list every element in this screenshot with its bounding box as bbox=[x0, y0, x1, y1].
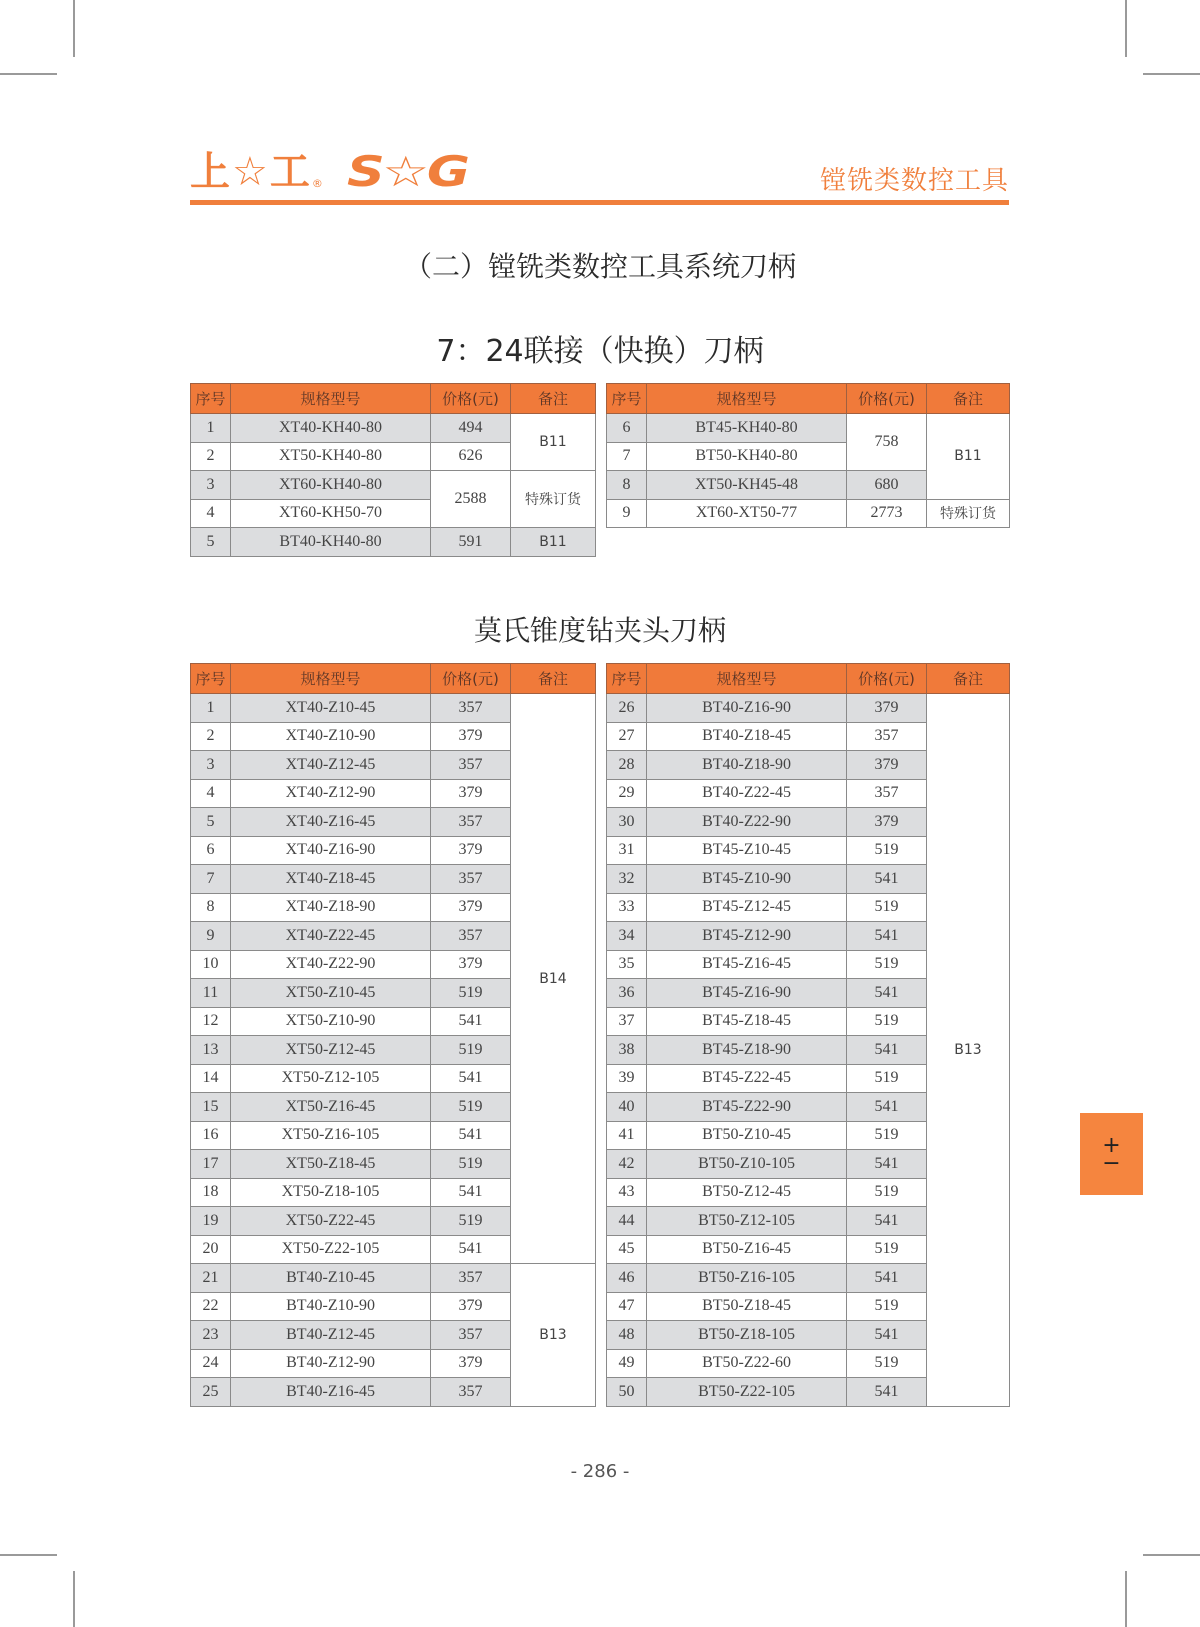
column-header: 规格型号 bbox=[647, 384, 847, 414]
model-cell: BT50-Z10-105 bbox=[647, 1150, 847, 1179]
price-cell: 379 bbox=[431, 893, 511, 922]
logo-sg: S☆G bbox=[346, 147, 468, 196]
price-cell: 357 bbox=[847, 779, 927, 808]
price-cell: 357 bbox=[431, 808, 511, 837]
row-number: 36 bbox=[607, 979, 647, 1008]
row-number: 15 bbox=[191, 1093, 231, 1122]
model-cell: BT50-Z18-45 bbox=[647, 1292, 847, 1321]
model-cell: XT40-Z22-90 bbox=[231, 950, 431, 979]
row-number: 1 bbox=[191, 414, 231, 443]
column-header: 序号 bbox=[191, 664, 231, 694]
column-header: 价格(元) bbox=[431, 384, 511, 414]
price-cell: 2773 bbox=[847, 499, 927, 528]
column-header: 价格(元) bbox=[847, 664, 927, 694]
model-cell: XT40-KH40-80 bbox=[231, 414, 431, 443]
price-cell: 379 bbox=[431, 836, 511, 865]
model-cell: XT60-KH40-80 bbox=[231, 471, 431, 500]
model-cell: BT45-KH40-80 bbox=[647, 414, 847, 443]
model-cell: BT45-Z18-45 bbox=[647, 1007, 847, 1036]
model-cell: BT45-Z10-45 bbox=[647, 836, 847, 865]
model-cell: BT40-Z12-45 bbox=[231, 1321, 431, 1350]
model-cell: BT40-Z12-90 bbox=[231, 1349, 431, 1378]
column-header: 规格型号 bbox=[231, 384, 431, 414]
row-number: 24 bbox=[191, 1349, 231, 1378]
table-header-row bbox=[607, 384, 1010, 414]
plus-icon[interactable]: + bbox=[1102, 1133, 1121, 1158]
model-cell: XT50-Z16-45 bbox=[231, 1093, 431, 1122]
table-row bbox=[191, 694, 596, 723]
model-cell: XT50-Z22-105 bbox=[231, 1235, 431, 1264]
price-cell: 357 bbox=[431, 1378, 511, 1407]
table-row bbox=[607, 694, 1010, 723]
model-cell: BT50-Z18-105 bbox=[647, 1321, 847, 1350]
model-cell: BT40-Z16-90 bbox=[647, 694, 847, 723]
row-number: 44 bbox=[607, 1207, 647, 1236]
model-cell: BT40-Z18-45 bbox=[647, 722, 847, 751]
model-cell: XT60-KH50-70 bbox=[231, 499, 431, 528]
row-number: 31 bbox=[607, 836, 647, 865]
price-cell: 519 bbox=[847, 893, 927, 922]
table-header-row bbox=[607, 664, 1010, 694]
row-number: 40 bbox=[607, 1093, 647, 1122]
table-row bbox=[607, 499, 1010, 528]
model-cell: BT40-Z16-45 bbox=[231, 1378, 431, 1407]
row-number: 38 bbox=[607, 1036, 647, 1065]
column-header: 序号 bbox=[191, 384, 231, 414]
row-number: 4 bbox=[191, 499, 231, 528]
price-cell: 357 bbox=[431, 751, 511, 780]
row-number: 33 bbox=[607, 893, 647, 922]
price-cell: 541 bbox=[431, 1064, 511, 1093]
row-number: 5 bbox=[191, 528, 231, 557]
price-cell: 357 bbox=[847, 722, 927, 751]
row-number: 47 bbox=[607, 1292, 647, 1321]
model-cell: BT45-Z12-45 bbox=[647, 893, 847, 922]
row-number: 11 bbox=[191, 979, 231, 1008]
remark-cell: B14 bbox=[511, 694, 596, 1264]
brand-logo bbox=[190, 147, 468, 196]
price-cell: 541 bbox=[431, 1235, 511, 1264]
price-cell: 379 bbox=[431, 1349, 511, 1378]
row-number: 20 bbox=[191, 1235, 231, 1264]
row-number: 22 bbox=[191, 1292, 231, 1321]
remark-cell: B13 bbox=[511, 1264, 596, 1407]
model-cell: XT40-Z16-90 bbox=[231, 836, 431, 865]
row-number: 42 bbox=[607, 1150, 647, 1179]
model-cell: XT50-Z12-105 bbox=[231, 1064, 431, 1093]
crop-mark bbox=[73, 0, 75, 57]
row-number: 46 bbox=[607, 1264, 647, 1293]
column-header: 序号 bbox=[607, 384, 647, 414]
model-cell: XT50-Z16-105 bbox=[231, 1121, 431, 1150]
remark-cell: 特殊订货 bbox=[511, 471, 596, 528]
table1-title: 7：24联接（快换）刀柄 bbox=[436, 334, 764, 369]
model-cell: XT40-Z12-90 bbox=[231, 779, 431, 808]
price-cell: 541 bbox=[847, 922, 927, 951]
table1-left bbox=[190, 383, 596, 557]
price-cell: 519 bbox=[431, 979, 511, 1008]
price-cell: 357 bbox=[431, 1321, 511, 1350]
price-cell: 541 bbox=[431, 1121, 511, 1150]
crop-mark bbox=[1143, 73, 1200, 75]
row-number: 16 bbox=[191, 1121, 231, 1150]
row-number: 26 bbox=[607, 694, 647, 723]
price-cell: 541 bbox=[847, 1321, 927, 1350]
column-header: 规格型号 bbox=[231, 664, 431, 694]
column-header: 备注 bbox=[927, 384, 1010, 414]
row-number: 28 bbox=[607, 751, 647, 780]
row-number: 23 bbox=[191, 1321, 231, 1350]
price-cell: 379 bbox=[431, 1292, 511, 1321]
row-number: 10 bbox=[191, 950, 231, 979]
price-cell: 519 bbox=[431, 1150, 511, 1179]
model-cell: BT50-Z22-60 bbox=[647, 1349, 847, 1378]
price-cell: 519 bbox=[847, 1235, 927, 1264]
model-cell: XT60-XT50-77 bbox=[647, 499, 847, 528]
table-row bbox=[191, 471, 596, 500]
model-cell: BT50-Z12-45 bbox=[647, 1178, 847, 1207]
model-cell: XT40-Z10-45 bbox=[231, 694, 431, 723]
model-cell: BT50-Z16-105 bbox=[647, 1264, 847, 1293]
row-number: 27 bbox=[607, 722, 647, 751]
column-header: 序号 bbox=[607, 664, 647, 694]
price-cell: 519 bbox=[847, 1007, 927, 1036]
column-header: 备注 bbox=[927, 664, 1010, 694]
model-cell: XT50-Z18-45 bbox=[231, 1150, 431, 1179]
row-number: 6 bbox=[607, 414, 647, 443]
row-number: 50 bbox=[607, 1378, 647, 1407]
row-number: 17 bbox=[191, 1150, 231, 1179]
page-title: （二）镗铣类数控工具系统刀柄 bbox=[403, 250, 796, 283]
row-number: 34 bbox=[607, 922, 647, 951]
table-row bbox=[191, 414, 596, 443]
crop-mark bbox=[1125, 1571, 1127, 1627]
crop-mark bbox=[0, 73, 57, 75]
price-cell: 379 bbox=[847, 751, 927, 780]
row-number: 6 bbox=[191, 836, 231, 865]
row-number: 49 bbox=[607, 1349, 647, 1378]
price-cell: 541 bbox=[431, 1007, 511, 1036]
row-number: 35 bbox=[607, 950, 647, 979]
price-cell: 591 bbox=[431, 528, 511, 557]
row-number: 8 bbox=[191, 893, 231, 922]
price-cell: 541 bbox=[847, 1036, 927, 1065]
model-cell: XT50-Z10-90 bbox=[231, 1007, 431, 1036]
price-cell: 519 bbox=[431, 1093, 511, 1122]
table-header-row bbox=[191, 664, 596, 694]
model-cell: BT45-Z10-90 bbox=[647, 865, 847, 894]
crop-mark bbox=[1125, 0, 1127, 57]
model-cell: XT40-Z10-90 bbox=[231, 722, 431, 751]
price-cell: 519 bbox=[847, 1121, 927, 1150]
row-number: 48 bbox=[607, 1321, 647, 1350]
price-cell: 519 bbox=[847, 1292, 927, 1321]
row-number: 29 bbox=[607, 779, 647, 808]
model-cell: BT50-Z10-45 bbox=[647, 1121, 847, 1150]
price-cell: 680 bbox=[847, 471, 927, 500]
row-number: 3 bbox=[191, 471, 231, 500]
price-cell: 758 bbox=[847, 414, 927, 471]
price-cell: 379 bbox=[431, 779, 511, 808]
model-cell: BT50-KH40-80 bbox=[647, 442, 847, 471]
header-divider bbox=[190, 200, 1009, 205]
column-header: 规格型号 bbox=[647, 664, 847, 694]
column-header: 备注 bbox=[511, 664, 596, 694]
price-cell: 519 bbox=[847, 950, 927, 979]
row-number: 1 bbox=[191, 694, 231, 723]
price-cell: 519 bbox=[847, 836, 927, 865]
price-cell: 494 bbox=[431, 414, 511, 443]
model-cell: BT40-Z18-90 bbox=[647, 751, 847, 780]
model-cell: BT50-Z16-45 bbox=[647, 1235, 847, 1264]
table-row bbox=[607, 414, 1010, 443]
section-header: 镗铣类数控工具 bbox=[819, 166, 1009, 196]
model-cell: XT40-Z18-45 bbox=[231, 865, 431, 894]
remark-cell: 特殊订货 bbox=[927, 499, 1010, 528]
price-cell: 541 bbox=[847, 979, 927, 1008]
row-number: 21 bbox=[191, 1264, 231, 1293]
price-cell: 519 bbox=[431, 1036, 511, 1065]
price-cell: 519 bbox=[431, 1207, 511, 1236]
table2-right bbox=[606, 663, 1010, 1407]
price-cell: 541 bbox=[847, 865, 927, 894]
column-header: 备注 bbox=[511, 384, 596, 414]
price-cell: 357 bbox=[431, 694, 511, 723]
table2-left bbox=[190, 663, 596, 1407]
price-cell: 357 bbox=[431, 1264, 511, 1293]
table1-right bbox=[606, 383, 1010, 528]
row-number: 43 bbox=[607, 1178, 647, 1207]
price-cell: 357 bbox=[431, 922, 511, 951]
model-cell: XT40-Z16-45 bbox=[231, 808, 431, 837]
row-number: 18 bbox=[191, 1178, 231, 1207]
model-cell: BT40-Z22-90 bbox=[647, 808, 847, 837]
model-cell: BT50-Z22-105 bbox=[647, 1378, 847, 1407]
row-number: 5 bbox=[191, 808, 231, 837]
model-cell: XT50-KH40-80 bbox=[231, 442, 431, 471]
model-cell: BT45-Z22-90 bbox=[647, 1093, 847, 1122]
remark-cell: B11 bbox=[511, 414, 596, 471]
price-cell: 357 bbox=[431, 865, 511, 894]
price-cell: 379 bbox=[431, 950, 511, 979]
zoom-control-button[interactable] bbox=[1080, 1113, 1143, 1195]
page-number: - 286 - bbox=[570, 1461, 630, 1482]
row-number: 8 bbox=[607, 471, 647, 500]
row-number: 25 bbox=[191, 1378, 231, 1407]
model-cell: XT50-KH45-48 bbox=[647, 471, 847, 500]
remark-cell: B11 bbox=[927, 414, 1010, 500]
model-cell: BT45-Z22-45 bbox=[647, 1064, 847, 1093]
price-cell: 379 bbox=[431, 722, 511, 751]
row-number: 37 bbox=[607, 1007, 647, 1036]
price-cell: 541 bbox=[847, 1378, 927, 1407]
model-cell: BT40-KH40-80 bbox=[231, 528, 431, 557]
row-number: 9 bbox=[191, 922, 231, 951]
price-cell: 2588 bbox=[431, 471, 511, 528]
model-cell: BT40-Z10-45 bbox=[231, 1264, 431, 1293]
table-row bbox=[191, 1264, 596, 1293]
logo-chinese: 上☆工 bbox=[190, 149, 312, 195]
price-cell: 519 bbox=[847, 1178, 927, 1207]
model-cell: BT45-Z16-45 bbox=[647, 950, 847, 979]
row-number: 14 bbox=[191, 1064, 231, 1093]
row-number: 45 bbox=[607, 1235, 647, 1264]
price-cell: 519 bbox=[847, 1064, 927, 1093]
row-number: 9 bbox=[607, 499, 647, 528]
crop-mark bbox=[73, 1571, 75, 1627]
row-number: 32 bbox=[607, 865, 647, 894]
price-cell: 541 bbox=[847, 1207, 927, 1236]
logo-registered-mark: ® bbox=[311, 177, 323, 190]
price-cell: 379 bbox=[847, 694, 927, 723]
table-header-row bbox=[191, 384, 596, 414]
model-cell: XT40-Z18-90 bbox=[231, 893, 431, 922]
row-number: 3 bbox=[191, 751, 231, 780]
model-cell: XT40-Z12-45 bbox=[231, 751, 431, 780]
model-cell: XT50-Z18-105 bbox=[231, 1178, 431, 1207]
price-cell: 541 bbox=[847, 1264, 927, 1293]
row-number: 39 bbox=[607, 1064, 647, 1093]
column-header: 价格(元) bbox=[847, 384, 927, 414]
crop-mark bbox=[0, 1554, 57, 1556]
model-cell: BT45-Z16-90 bbox=[647, 979, 847, 1008]
row-number: 2 bbox=[191, 722, 231, 751]
model-cell: XT40-Z22-45 bbox=[231, 922, 431, 951]
model-cell: BT45-Z18-90 bbox=[647, 1036, 847, 1065]
model-cell: BT45-Z12-90 bbox=[647, 922, 847, 951]
crop-mark bbox=[1143, 1554, 1200, 1556]
row-number: 30 bbox=[607, 808, 647, 837]
row-number: 13 bbox=[191, 1036, 231, 1065]
row-number: 41 bbox=[607, 1121, 647, 1150]
row-number: 19 bbox=[191, 1207, 231, 1236]
column-header: 价格(元) bbox=[431, 664, 511, 694]
price-cell: 379 bbox=[847, 808, 927, 837]
table-row bbox=[191, 528, 596, 557]
table2-title: 莫氏锥度钻夹头刀柄 bbox=[473, 614, 726, 647]
row-number: 4 bbox=[191, 779, 231, 808]
row-number: 7 bbox=[607, 442, 647, 471]
model-cell: XT50-Z10-45 bbox=[231, 979, 431, 1008]
model-cell: XT50-Z22-45 bbox=[231, 1207, 431, 1236]
remark-cell: B13 bbox=[927, 694, 1010, 1407]
price-cell: 519 bbox=[847, 1349, 927, 1378]
remark-cell: B11 bbox=[511, 528, 596, 557]
model-cell: BT40-Z10-90 bbox=[231, 1292, 431, 1321]
row-number: 12 bbox=[191, 1007, 231, 1036]
price-cell: 541 bbox=[847, 1150, 927, 1179]
price-cell: 541 bbox=[847, 1093, 927, 1122]
price-cell: 541 bbox=[431, 1178, 511, 1207]
minus-icon[interactable]: − bbox=[1102, 1151, 1121, 1176]
model-cell: BT50-Z12-105 bbox=[647, 1207, 847, 1236]
row-number: 2 bbox=[191, 442, 231, 471]
price-cell: 626 bbox=[431, 442, 511, 471]
model-cell: XT50-Z12-45 bbox=[231, 1036, 431, 1065]
model-cell: BT40-Z22-45 bbox=[647, 779, 847, 808]
row-number: 7 bbox=[191, 865, 231, 894]
